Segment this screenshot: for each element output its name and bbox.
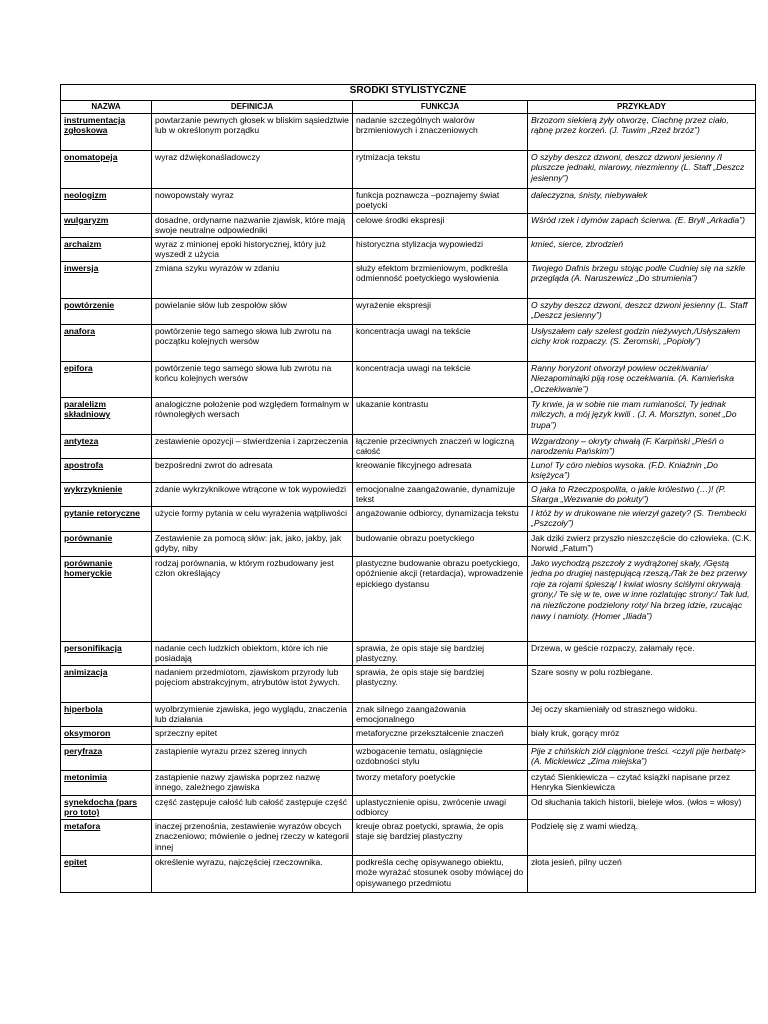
function-cell: kreowanie fikcyjnego adresata [353, 458, 528, 482]
table-row [61, 770, 756, 795]
term-cell: porównanie homeryckie [61, 556, 152, 641]
example-cell: O szyby deszcz dzwoni, deszcz dzwoni jesienny /I pluszcze jednaki, miarowy, niezmienny (L. Staff „Deszcz jesienny”) [528, 150, 756, 188]
function-cell: ukazanie kontrastu [353, 397, 528, 434]
column-header-definition: DEFINICJA [152, 101, 353, 114]
function-cell: koncentracja uwagi na tekście [353, 324, 528, 361]
table-row [61, 361, 756, 397]
term-cell: personifikacja [61, 641, 152, 665]
function-cell: plastyczne budowanie obrazu poetyckiego, opóźnienie akcji (retardacja), wprowadzenie epickiego dystansu [353, 556, 528, 641]
definition-cell: część zastępuje całość lub całość zastępuje część [152, 795, 353, 819]
term-cell: metonimia [61, 770, 152, 795]
example-cell: Wśród rzek i dymów zapach ścierwa. (E. Bryll „Arkadia”) [528, 213, 756, 237]
example-cell: Usłyszałem cały szelest godzin nieżywych,/Usłyszałem cichy krok rozpaczy. (S. Żeromski, „Popioły”) [528, 324, 756, 361]
column-header-examples: PRZYKŁADY [528, 101, 756, 114]
example-cell: Jako wychodzą pszczoły z wydrążonej skały, /Gęstą jedna po drugiej następującą rzeszą,/Tak że bez przerwy roje za rojami śpieszą/ I kwiat wiosny ściśłymi okrywają grony,/ Te się w te, owe w inne rozlatując strony:/ Tak lud, na niezliczone podzielony roty/ Na brzeg idzie, rzucając nawy i namioty. (Homer „Iliada”) [528, 556, 756, 641]
definition-cell: określenie wyrazu, najczęściej rzeczownika. [152, 855, 353, 892]
table-row [61, 819, 756, 855]
table-row [61, 665, 756, 702]
table-row [61, 482, 756, 506]
example-cell: Od słuchania takich historii, bieleje włos. (włos = włosy) [528, 795, 756, 819]
term-cell: synekdocha (pars pro toto) [61, 795, 152, 819]
definition-cell: wyolbrzymienie zjawiska, jego wyglądu, znaczenia lub działania [152, 702, 353, 726]
example-cell: biały kruk, gorący mróz [528, 726, 756, 744]
table-row [61, 458, 756, 482]
function-cell: wyrażenie ekspresji [353, 298, 528, 324]
example-cell: Twojego Dafnis brzegu stojąc podle Cudniej się na szkle przegląda (A. Naruszewicz „Do strumienia”) [528, 261, 756, 298]
table-row [61, 113, 756, 150]
stylistic-devices-table [60, 84, 756, 893]
term-cell: animizacja [61, 665, 152, 702]
example-cell: Luno! Ty córo niebios wysoka. (F.D. Kniaźnin „Do księżyca”) [528, 458, 756, 482]
table-row [61, 150, 756, 188]
definition-cell: wyraz z minionej epoki historycznej, który już wyszedł z użycia [152, 237, 353, 261]
example-cell: Wzgardzony – okryty chwałą (F. Karpiński „Pieśń o narodzeniu Pańskim”) [528, 434, 756, 458]
function-cell: metaforyczne przekształcenie znaczeń [353, 726, 528, 744]
example-cell: czytać Sienkiewicza – czytać książki napisane przez Henryka Sienkiewicza [528, 770, 756, 795]
function-cell: celowe środki ekspresji [353, 213, 528, 237]
term-cell: epifora [61, 361, 152, 397]
term-cell: onomatopeja [61, 150, 152, 188]
term-cell: wykrzyknienie [61, 482, 152, 506]
term-cell: wulgaryzm [61, 213, 152, 237]
definition-cell: dosadne, ordynarne nazwanie zjawisk, które mają swoje neutralne odpowiedniki [152, 213, 353, 237]
definition-cell: zmiana szyku wyrazów w zdaniu [152, 261, 353, 298]
function-cell: służy efektom brzmieniowym, podkreśla odmienność poetyckiego wysłowienia [353, 261, 528, 298]
header-row [61, 101, 756, 114]
term-cell: pytanie retoryczne [61, 506, 152, 531]
term-cell: hiperbola [61, 702, 152, 726]
term-cell: epitet [61, 855, 152, 892]
example-cell: kmieć, sierce, zbrodzień [528, 237, 756, 261]
table-row [61, 324, 756, 361]
definition-cell: powtarzanie pewnych głosek w bliskim sąsiedztwie lub w określonym porządku [152, 113, 353, 150]
definition-cell: powielanie słów lub zespołów słów [152, 298, 353, 324]
definition-cell: analogiczne położenie pod względem formalnym w równoległych wersach [152, 397, 353, 434]
term-cell: inwersja [61, 261, 152, 298]
definition-cell: zdanie wykrzyknikowe wtrącone w tok wypowiedzi [152, 482, 353, 506]
example-cell: O jaka to Rzeczpospolita, o jakie królestwo (…)! (P. Skarga „Wezwanie do pokuty”) [528, 482, 756, 506]
table-row [61, 298, 756, 324]
definition-cell: sprzeczny epitet [152, 726, 353, 744]
column-header-function: FUNKCJA [353, 101, 528, 114]
function-cell: budowanie obrazu poetyckiego [353, 531, 528, 556]
definition-cell: rodzaj porównania, w którym rozbudowany jest człon określający [152, 556, 353, 641]
term-cell: antyteza [61, 434, 152, 458]
example-cell: Szare sosny w polu rozbiegane. [528, 665, 756, 702]
definition-cell: zastąpienie wyrazu przez szereg innych [152, 744, 353, 770]
table-row [61, 702, 756, 726]
definition-cell: wyraz dźwiękonaśladowczy [152, 150, 353, 188]
table-row [61, 213, 756, 237]
example-cell: O szyby deszcz dzwoni, deszcz dzwoni jesienny (L. Staff „Deszcz jesienny”) [528, 298, 756, 324]
term-cell: instrumentacja zgłoskowa [61, 113, 152, 150]
example-cell: Ty krwie, ja w sobie nie mam rumianości, Ty jednak milczych, a mój język kwili . (J. A. Morsztyn, sonet „Do trupa”) [528, 397, 756, 434]
example-cell: Jej oczy skamieniały od strasznego widoku. [528, 702, 756, 726]
definition-cell: użycie formy pytania w celu wyrażenia wątpliwości [152, 506, 353, 531]
example-cell: daleczyzna, śnisty, niebywałek [528, 188, 756, 213]
table-row [61, 261, 756, 298]
term-cell: powtórzenie [61, 298, 152, 324]
term-cell: oksymoron [61, 726, 152, 744]
table-row [61, 531, 756, 556]
table-row [61, 726, 756, 744]
example-cell: Jak dziki zwierz przyszło nieszczęście do człowieka. (C.K. Norwid „Fatum”) [528, 531, 756, 556]
term-cell: anafora [61, 324, 152, 361]
term-cell: peryfraza [61, 744, 152, 770]
column-header-name: NAZWA [61, 101, 152, 114]
function-cell: funkcja poznawcza –poznajemy świat poetycki [353, 188, 528, 213]
table-row [61, 188, 756, 213]
example-cell: Pije z chińskich ziół ciągnione treści. <czyli pije herbatę> (A. Mickiewicz „Zima miejska”) [528, 744, 756, 770]
function-cell: podkreśla cechę opisywanego obiektu, może wyrażać stosunek osoby mówiącej do opisywanego przedmiotu [353, 855, 528, 892]
table-row [61, 744, 756, 770]
definition-cell: nadaniem przedmiotom, zjawiskom przyrody lub pojęciom abstrakcyjnym, atrybutów istot żywych. [152, 665, 353, 702]
definition-cell: nadanie cech ludzkich obiektom, które ich nie posiadają [152, 641, 353, 665]
definition-cell: zestawienie opozycji – stwierdzenia i zaprzeczenia [152, 434, 353, 458]
table-row [61, 556, 756, 641]
definition-cell: bezpośredni zwrot do adresata [152, 458, 353, 482]
function-cell: emocjonalne zaangażowanie, dynamizuje tekst [353, 482, 528, 506]
function-cell: sprawia, że opis staje się bardziej plastyczny. [353, 665, 528, 702]
function-cell: sprawia, że opis staje się bardziej plastyczny. [353, 641, 528, 665]
table-row [61, 795, 756, 819]
definition-cell: Zestawienie za pomocą słów: jak, jako, jakby, jak gdyby, niby [152, 531, 353, 556]
term-cell: archaizm [61, 237, 152, 261]
definition-cell: nowopowstały wyraz [152, 188, 353, 213]
example-cell: Drzewa, w geście rozpaczy, załamały ręce. [528, 641, 756, 665]
function-cell: łączenie przeciwnych znaczeń w logiczną całość [353, 434, 528, 458]
definition-cell: powtórzenie tego samego słowa lub zwrotu na początku kolejnych wersów [152, 324, 353, 361]
table-row [61, 397, 756, 434]
term-cell: neologizm [61, 188, 152, 213]
term-cell: paralelizm składniowy [61, 397, 152, 434]
table-row [61, 506, 756, 531]
function-cell: nadanie szczególnych walorów brzmieniowych i znaczeniowych [353, 113, 528, 150]
table-title: ŚRODKI STYLISTYCZNE [61, 85, 756, 101]
definition-cell: powtórzenie tego samego słowa lub zwrotu na końcu kolejnych wersów [152, 361, 353, 397]
function-cell: tworzy metafory poetyckie [353, 770, 528, 795]
function-cell: uplastycznienie opisu, zwrócenie uwagi odbiorcy [353, 795, 528, 819]
function-cell: wzbogacenie tematu, osiągnięcie ozdobności stylu [353, 744, 528, 770]
term-cell: porównanie [61, 531, 152, 556]
example-cell: Podzielę się z wami wiedzą. [528, 819, 756, 855]
table-row [61, 434, 756, 458]
example-cell: Brzozom siekierą żyły otworzę, Ciachnę przez ciało, rąbnę przez korzeń. (J. Tuwim „Rzeź brzóz”) [528, 113, 756, 150]
definition-cell: inaczej przenośnia, zestawienie wyrazów obcych znaczeniowo; mówienie o jednej rzeczy w kategorii innej [152, 819, 353, 855]
example-cell: Ranny horyzont otworzył powiew oczekiwania/ Niezapominajki piją rosę oczekiwania. (A. Kamieńska „Oczekiwanie”) [528, 361, 756, 397]
function-cell: angażowanie odbiorcy, dynamizacja tekstu [353, 506, 528, 531]
table-row [61, 855, 756, 892]
term-cell: metafora [61, 819, 152, 855]
table-row [61, 237, 756, 261]
example-cell: złota jesień, pilny uczeń [528, 855, 756, 892]
function-cell: kreuje obraz poetycki, sprawia, że opis staje się bardziej plastyczny [353, 819, 528, 855]
term-cell: apostrofa [61, 458, 152, 482]
definition-cell: zastąpienie nazwy zjawiska poprzez nazwę innego, zależnego zjawiska [152, 770, 353, 795]
function-cell: historyczna stylizacja wypowiedzi [353, 237, 528, 261]
function-cell: koncentracja uwagi na tekście [353, 361, 528, 397]
table-row [61, 641, 756, 665]
function-cell: rytmizacja tekstu [353, 150, 528, 188]
example-cell: I któż by w drukowane nie wierzył gazety? (S. Trembecki „Pszczoły”) [528, 506, 756, 531]
function-cell: znak silnego zaangażowania emocjonalnego [353, 702, 528, 726]
